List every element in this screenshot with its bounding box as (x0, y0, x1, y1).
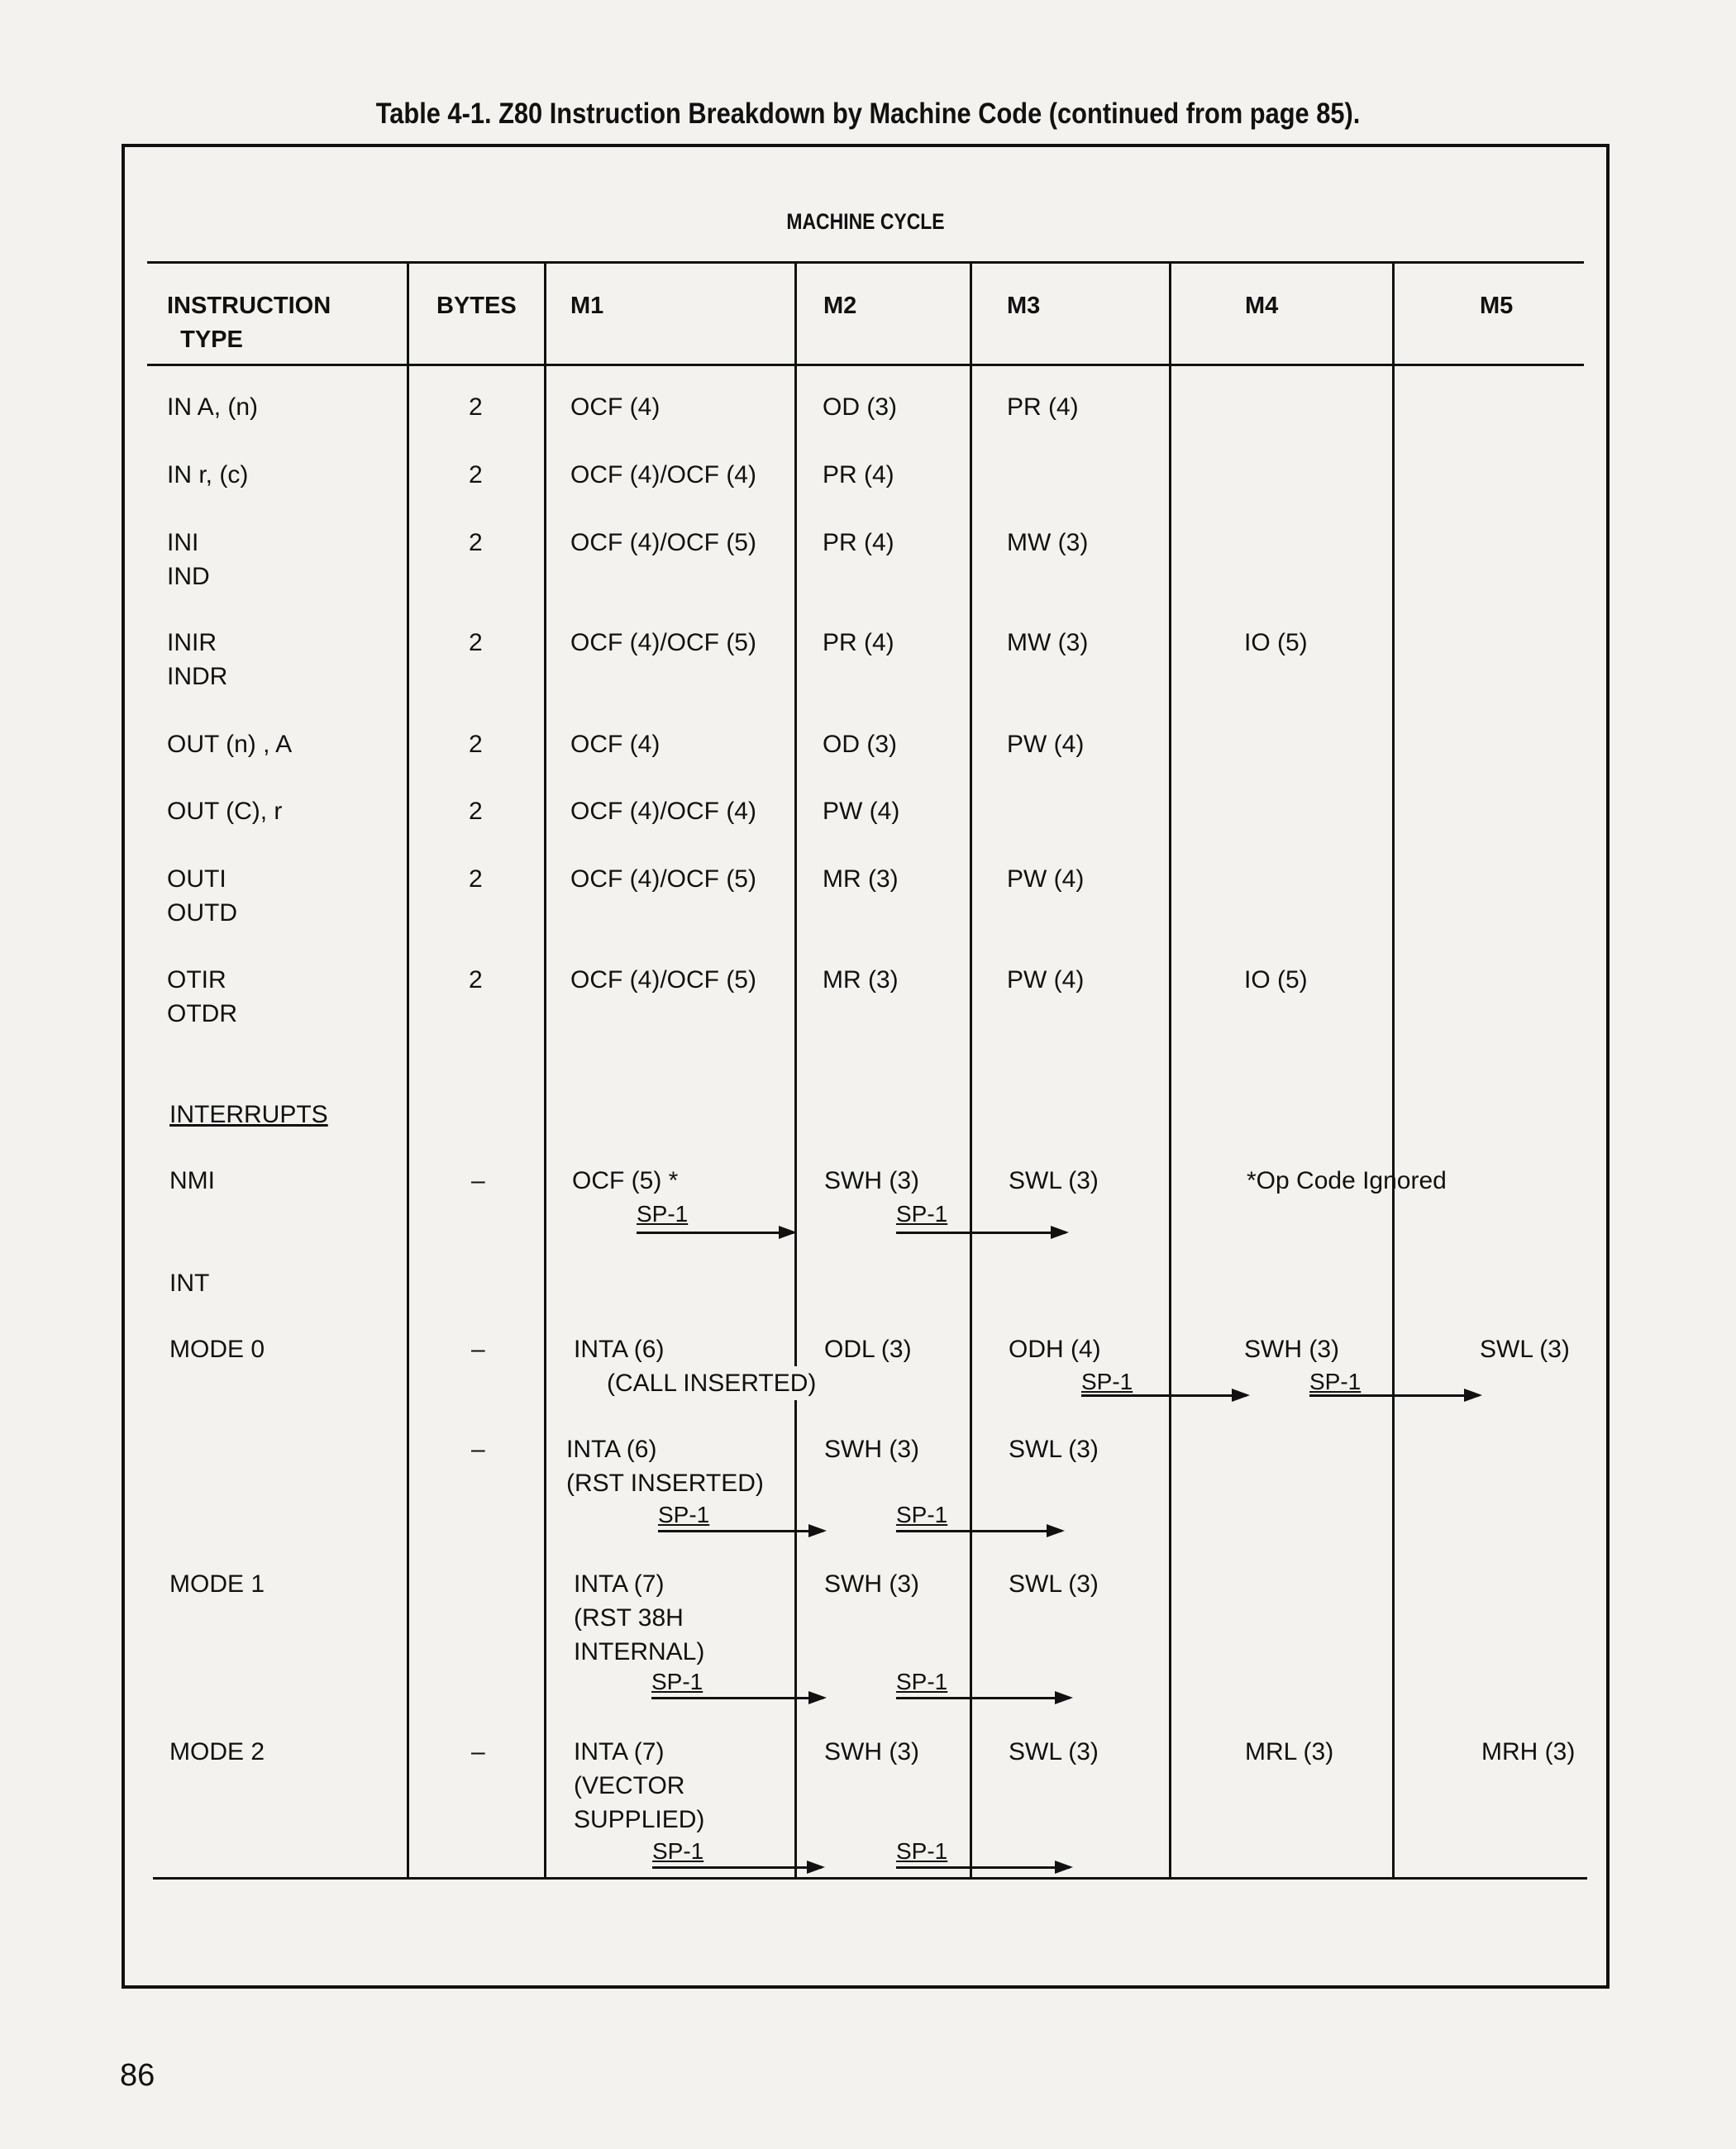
mode0b-bytes: – (471, 1436, 485, 1463)
row-m3: PR (4) (1007, 393, 1079, 421)
interrupts-heading: INTERRUPTS (169, 1101, 328, 1128)
header-bytes: BYTES (436, 293, 517, 319)
nmi-instr: NMI (169, 1167, 215, 1194)
header-m5: M5 (1480, 293, 1514, 319)
row-m3: PW (4) (1007, 865, 1085, 893)
row-instr: INIR INDR (167, 629, 228, 690)
mode0b-m3: SWL (3) (1009, 1436, 1099, 1463)
row-bytes: 2 (469, 529, 483, 556)
page-number: 86 (120, 2058, 155, 2093)
int-label: INT (169, 1270, 210, 1297)
sp-label: SP-1 (896, 1502, 948, 1527)
mode0-m4: SWH (3) (1244, 1336, 1339, 1363)
mode0-m1-sub: (CALL INSERTED) (607, 1366, 816, 1400)
row-bytes: 2 (469, 798, 483, 825)
table-bottom-rule (153, 1877, 1587, 1880)
header-instruction-type: INSTRUCTION TYPE (167, 293, 331, 353)
row-instr: OUT (C), r (167, 798, 283, 825)
row-m4: IO (5) (1244, 966, 1308, 993)
sp-arrow (896, 1866, 1070, 1869)
row-m2: PR (4) (823, 461, 894, 488)
mode1-m3: SWL (3) (1009, 1570, 1099, 1598)
sp-arrow (652, 1866, 822, 1869)
nmi-m1: OCF (5) * (572, 1167, 679, 1194)
sp-label: SP-1 (658, 1502, 710, 1527)
row-m1: OCF (4)/OCF (5) (570, 966, 756, 993)
row-instr: OTIR OTDR (167, 966, 237, 1027)
sp-label: SP-1 (651, 1669, 703, 1694)
col-divider-m2 (794, 261, 797, 1880)
table-title: Table 4-1. Z80 Instruction Breakdown by Machine Code (continued from page 85). (375, 98, 1361, 130)
row-bytes: 2 (469, 731, 483, 758)
row-m2: MR (3) (823, 865, 899, 893)
row-m1: OCF (4)/OCF (4) (570, 798, 756, 825)
mode0-m2: ODL (3) (824, 1336, 912, 1363)
mode0-m3: ODH (4) (1009, 1336, 1101, 1363)
row-m3: PW (4) (1007, 731, 1085, 758)
row-bytes: 2 (469, 966, 483, 993)
sp-arrow (896, 1530, 1061, 1532)
row-m3: MW (3) (1007, 629, 1089, 656)
mode0-bytes: – (471, 1336, 485, 1363)
header-top-rule (147, 261, 1584, 264)
sp-arrow (896, 1232, 1066, 1234)
mode2-bytes: – (471, 1738, 485, 1765)
row-m2: PR (4) (823, 529, 894, 556)
mode2-m3: SWL (3) (1009, 1738, 1099, 1765)
mode1-m2: SWH (3) (824, 1570, 919, 1598)
header-m1: M1 (570, 293, 604, 319)
nmi-m2: SWH (3) (824, 1167, 919, 1194)
col-divider-m1 (544, 261, 546, 1880)
sp-label: SP-1 (637, 1201, 689, 1227)
mode0b-m1: INTA (6) (RST INSERTED) (566, 1436, 764, 1497)
row-m1: OCF (4)/OCF (5) (570, 629, 756, 656)
row-bytes: 2 (469, 461, 483, 488)
col-divider-m3 (970, 261, 972, 1880)
nmi-bytes: – (471, 1167, 485, 1194)
row-bytes: 2 (469, 629, 483, 656)
row-m3: MW (3) (1007, 529, 1089, 556)
sp-arrow (658, 1530, 823, 1532)
sp-label: SP-1 (896, 1669, 948, 1694)
sp-arrow (637, 1232, 794, 1234)
col-divider-m5 (1392, 261, 1395, 1880)
sp-label: SP-1 (896, 1201, 948, 1227)
row-instr: OUT (n) , A (167, 731, 293, 758)
mode0-m5: SWL (3) (1480, 1336, 1570, 1363)
row-m1: OCF (4) (570, 731, 661, 758)
row-m4: IO (5) (1244, 629, 1308, 656)
nmi-m3: SWL (3) (1009, 1167, 1099, 1194)
row-m1: OCF (4)/OCF (5) (570, 865, 756, 893)
row-instr: IN A, (n) (167, 393, 259, 421)
row-instr: INI IND (167, 529, 210, 590)
sp-arrow (1309, 1394, 1479, 1397)
row-bytes: 2 (469, 393, 483, 421)
nmi-note: *Op Code Ignored (1247, 1167, 1447, 1194)
mode0-instr: MODE 0 (169, 1336, 265, 1363)
col-divider-m4 (1169, 261, 1171, 1880)
sp-arrow (651, 1697, 823, 1699)
row-m2: PR (4) (823, 629, 894, 656)
mode2-m4: MRL (3) (1245, 1738, 1334, 1765)
mode1-instr: MODE 1 (169, 1570, 265, 1598)
mode0b-m2: SWH (3) (824, 1436, 919, 1463)
header-bottom-rule (147, 364, 1584, 366)
row-m1: OCF (4) (570, 393, 661, 421)
sp-label: SP-1 (896, 1838, 948, 1864)
row-m1: OCF (4)/OCF (4) (570, 461, 756, 488)
row-m1: OCF (4)/OCF (5) (570, 529, 756, 556)
mode2-m5: MRH (3) (1481, 1738, 1576, 1765)
sp-label: SP-1 (1309, 1369, 1362, 1394)
header-m3: M3 (1007, 293, 1041, 319)
mode2-m1: INTA (7) (VECTOR SUPPLIED) (574, 1738, 705, 1833)
row-m2: MR (3) (823, 966, 899, 993)
row-m2: PW (4) (823, 798, 900, 825)
row-instr: OUTI OUTD (167, 865, 237, 927)
header-m2: M2 (823, 293, 857, 319)
sp-arrow (896, 1697, 1070, 1699)
row-instr: IN r, (c) (167, 461, 249, 488)
col-divider-bytes (407, 261, 409, 1880)
mode2-instr: MODE 2 (169, 1738, 265, 1765)
mode1-m1: INTA (7) (RST 38H INTERNAL) (574, 1570, 705, 1665)
row-m3: PW (4) (1007, 966, 1085, 993)
mode0-m1: INTA (6) (574, 1336, 665, 1363)
machine-cycle-header: MACHINE CYCLE (786, 209, 945, 234)
row-bytes: 2 (469, 865, 483, 893)
header-m4: M4 (1245, 293, 1279, 319)
sp-arrow (1081, 1394, 1247, 1397)
sp-label: SP-1 (652, 1838, 704, 1864)
sp-label: SP-1 (1081, 1369, 1133, 1394)
row-m2: OD (3) (823, 731, 897, 758)
mode2-m2: SWH (3) (824, 1738, 919, 1765)
row-m2: OD (3) (823, 393, 897, 421)
